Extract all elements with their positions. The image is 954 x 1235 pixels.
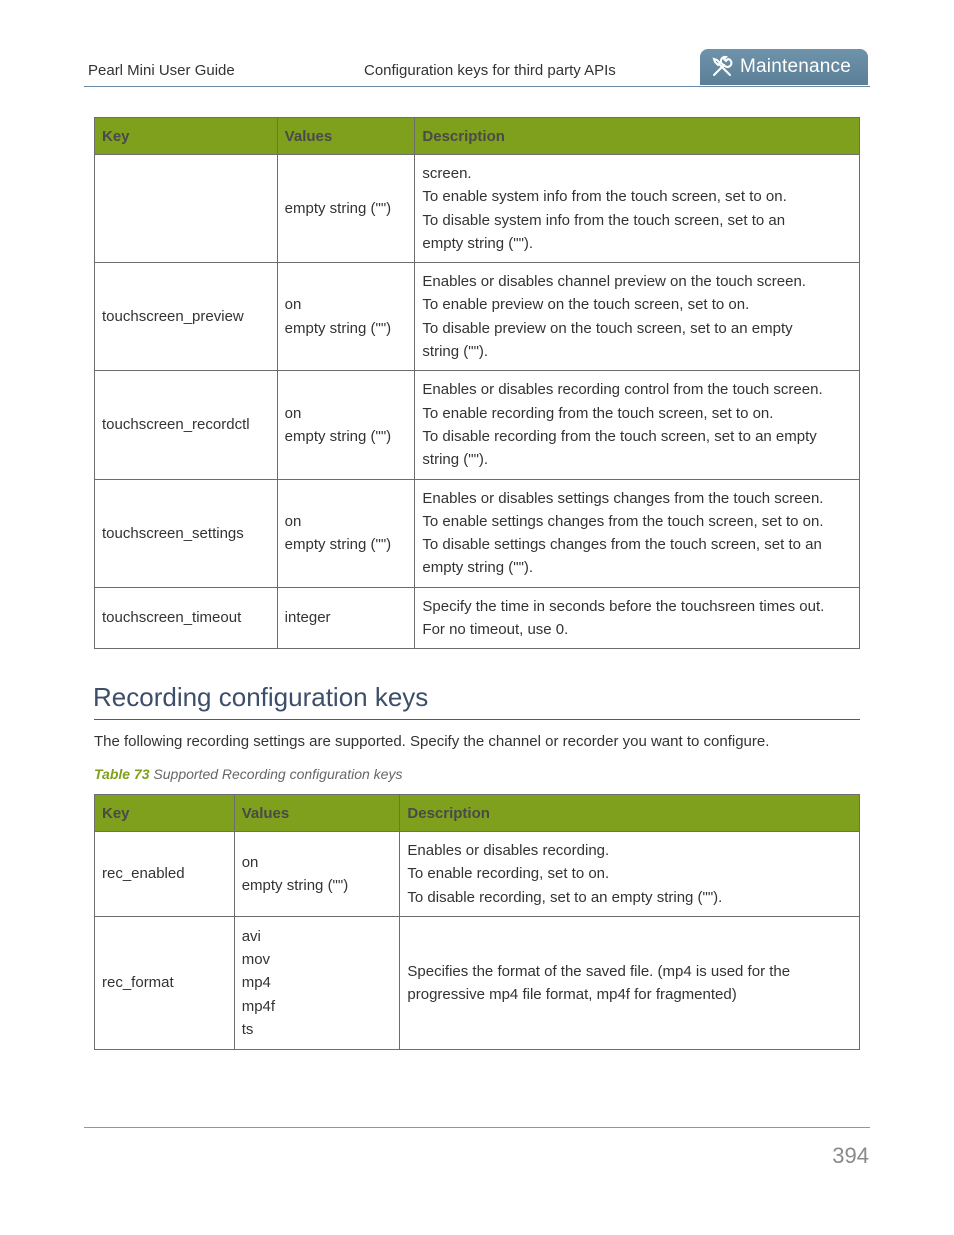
- description-line: To enable settings changes from the touch screen, set to on.: [422, 512, 824, 530]
- description-cell: [400, 916, 860, 1049]
- value-line: empty string (""): [284, 536, 392, 554]
- value-line: on: [284, 404, 302, 422]
- description-cell: [415, 155, 860, 263]
- description-cell: [415, 479, 860, 587]
- description-line: To enable preview on the touch screen, set to on.: [422, 296, 750, 314]
- value-line: integer: [284, 609, 331, 627]
- key-cell: rec_format: [95, 916, 235, 1049]
- key-cell: rec_enabled: [95, 832, 235, 917]
- description-line: progressive mp4 file format, mp4f for fragmented): [407, 985, 737, 1003]
- column-header-values: Values: [277, 118, 415, 155]
- description-line: To disable recording, set to an empty string ("").: [407, 888, 723, 906]
- description-line: To disable preview on the touch screen, set to an empty: [422, 319, 793, 337]
- description-line: Specify the time in seconds before the touchsreen times out.: [422, 597, 825, 615]
- key-cell: touchscreen_settings: [95, 479, 278, 587]
- column-header-description: Description: [415, 118, 860, 155]
- value-line: ts: [241, 1020, 254, 1038]
- description-line: empty string ("").: [422, 559, 534, 577]
- caption-text: Supported Recording configuration keys: [153, 766, 403, 782]
- table-row: [95, 916, 860, 1049]
- values-cell: [277, 155, 415, 263]
- description-line: To disable system info from the touch screen, set to an: [422, 211, 786, 229]
- column-header-key: Key: [95, 118, 278, 155]
- description-cell: [415, 263, 860, 371]
- key-cell: touchscreen_timeout: [95, 587, 278, 649]
- table-row: [95, 479, 860, 587]
- column-header-key: Key: [95, 795, 235, 832]
- recording-keys-table: [94, 794, 860, 1050]
- description-line: To enable recording from the touch screen, set to on.: [422, 404, 774, 422]
- guide-title: Pearl Mini User Guide: [88, 62, 235, 79]
- table-header-row: [95, 795, 860, 832]
- value-line: mp4: [241, 974, 271, 992]
- description-line: string ("").: [422, 451, 489, 469]
- table-header-row: [95, 118, 860, 155]
- header-divider: [84, 86, 870, 87]
- caption-label: Table 73: [94, 766, 150, 782]
- value-line: on: [241, 853, 259, 871]
- page-number: 394: [832, 1143, 869, 1168]
- description-line: To enable system info from the touch screen, set to on.: [422, 188, 787, 206]
- value-line: empty string (""): [284, 427, 392, 445]
- value-line: on: [284, 512, 302, 530]
- footer-divider: [84, 1127, 870, 1128]
- value-line: empty string (""): [284, 319, 392, 337]
- description-line: For no timeout, use 0.: [422, 621, 569, 639]
- values-cell: [234, 832, 400, 917]
- value-line: mp4f: [241, 997, 276, 1015]
- value-line: mov: [241, 950, 271, 968]
- section-title: Recording configuration keys: [93, 682, 429, 712]
- key-cell: touchscreen_preview: [95, 263, 278, 371]
- values-cell: [277, 371, 415, 479]
- table-caption: [94, 766, 402, 782]
- description-line: To disable settings changes from the touch screen, set to an: [422, 536, 822, 554]
- description-cell: [415, 371, 860, 479]
- description-line: Enables or disables settings changes from the touch screen.: [422, 489, 824, 507]
- key-cell: touchscreen_recordctl: [95, 371, 278, 479]
- touchscreen-keys-table: [94, 117, 860, 649]
- values-cell: [277, 479, 415, 587]
- description-line: To enable recording, set to on.: [407, 865, 610, 883]
- value-line: empty string (""): [241, 876, 349, 894]
- values-cell: [277, 587, 415, 649]
- key-cell: [95, 155, 278, 263]
- description-line: To disable recording from the touch screen, set to an empty: [422, 427, 817, 445]
- values-cell: [277, 263, 415, 371]
- column-header-values: Values: [234, 795, 400, 832]
- page-header: [0, 0, 954, 90]
- chapter-title: Configuration keys for third party APIs: [364, 62, 616, 79]
- description-line: Enables or disables recording control from the touch screen.: [422, 381, 823, 399]
- table-row: [95, 155, 860, 263]
- description-cell: [400, 832, 860, 917]
- section-divider: [94, 719, 860, 720]
- column-header-description: Description: [400, 795, 860, 832]
- value-line: avi: [241, 927, 261, 945]
- description-line: Enables or disables channel preview on the touch screen.: [422, 273, 806, 291]
- value-line: empty string (""): [284, 199, 392, 217]
- values-cell: [234, 916, 400, 1049]
- description-line: empty string ("").: [422, 234, 534, 252]
- description-line: Specifies the format of the saved file. (mp4 is used for the: [407, 962, 791, 980]
- table-row: [95, 832, 860, 917]
- maintenance-badge[interactable]: [700, 49, 868, 85]
- description-line: screen.: [422, 165, 472, 182]
- description-cell: [415, 587, 860, 649]
- value-line: on: [284, 296, 302, 314]
- table-row: [95, 263, 860, 371]
- description-line: Enables or disables recording.: [407, 842, 610, 859]
- badge-label: Maintenance: [740, 56, 851, 77]
- table-row: [95, 587, 860, 649]
- description-line: string ("").: [422, 343, 489, 361]
- tools-icon: [710, 55, 734, 79]
- section-paragraph: The following recording settings are supported. Specify the channel or recorder you want to configure.: [94, 733, 770, 750]
- table-row: [95, 371, 860, 479]
